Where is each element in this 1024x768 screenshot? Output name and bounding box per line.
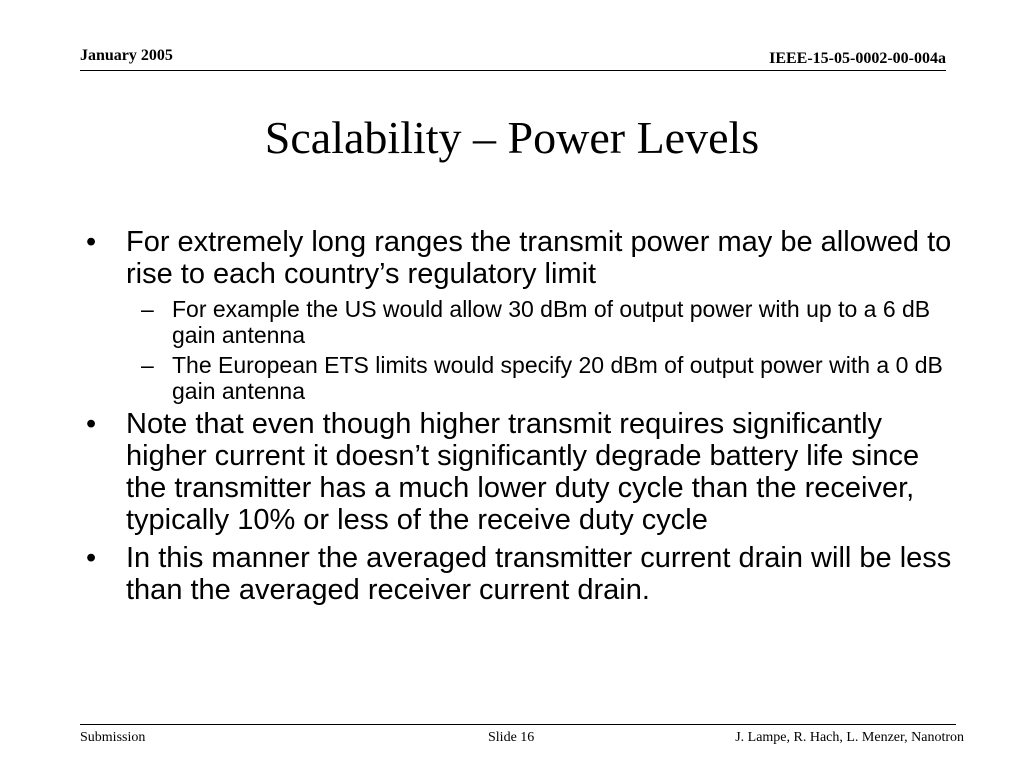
- header-document-id: IEEE-15-05-0002-00-004a: [769, 50, 946, 67]
- sub-bullet-text: For example the US would allow 30 dBm of output power with up to a 6 dB gain antenna: [172, 296, 931, 348]
- bullet-marker: •: [86, 408, 97, 440]
- bullet-marker: •: [86, 542, 97, 574]
- sub-bullet-text: The European ETS limits would specify 20 dBm of output power with a 0 dB gain antenna: [172, 352, 943, 404]
- bullet-item: [86, 542, 956, 606]
- slide-title: Scalability – Power Levels: [264, 112, 760, 163]
- slide-content: [86, 226, 956, 612]
- dash-marker: –: [141, 352, 154, 378]
- footer-submission: Submission: [80, 730, 146, 745]
- header-divider: [80, 70, 946, 71]
- bullet-item: [86, 408, 956, 536]
- sub-bullet-item: [86, 296, 956, 348]
- bullet-item: [86, 226, 956, 290]
- footer-slide-number: Slide 16: [488, 730, 535, 745]
- footer-authors: J. Lampe, R. Hach, L. Menzer, Nanotron: [735, 730, 964, 745]
- bullet-text: Note that even though higher transmit requires significantly higher current it doesn’t significantly degrade battery life since the transmitter has a much lower duty cycle than the receiver, typically 10% or less of the receive duty cycle: [126, 408, 920, 536]
- dash-marker: –: [141, 296, 154, 322]
- bullet-marker: •: [86, 226, 97, 258]
- header-date: January 2005: [80, 47, 173, 64]
- bullet-text: In this manner the averaged transmitter current drain will be less than the averaged receiver current drain.: [126, 542, 952, 606]
- bullet-text: For extremely long ranges the transmit power may be allowed to rise to each country’s regulatory limit: [126, 226, 952, 290]
- footer-divider: [80, 724, 956, 725]
- sub-bullet-item: [86, 352, 956, 404]
